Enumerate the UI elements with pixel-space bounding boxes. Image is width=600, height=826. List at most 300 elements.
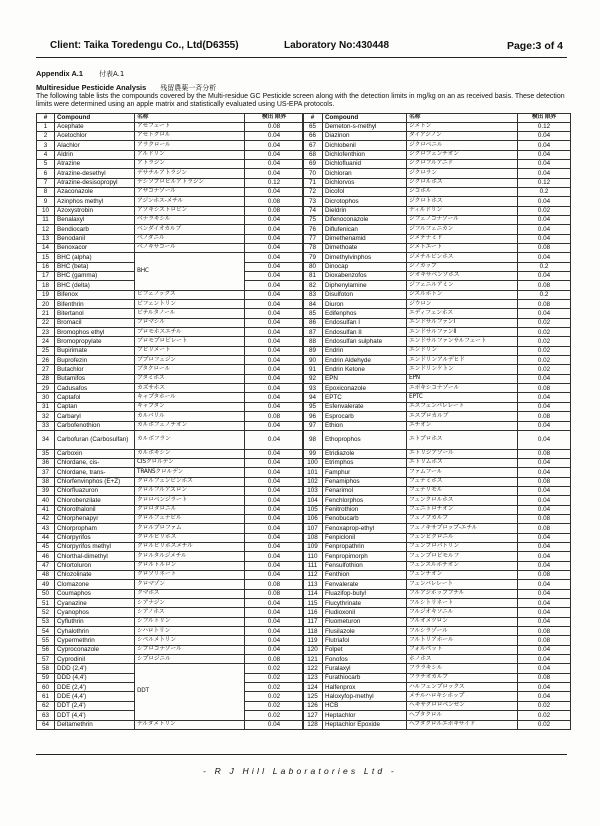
compound-name-jp: フォルペット (407, 645, 518, 654)
table-row (37, 234, 304, 243)
table-row (37, 356, 304, 365)
compound-name-jp: ベナラキシル (135, 215, 245, 224)
compound-name: Flutriafol (323, 636, 407, 645)
detection-limit: 0.08 (518, 477, 571, 486)
row-number: 64 (37, 720, 55, 729)
compound-name-jp: アトラジン (135, 159, 245, 168)
detection-limit: 0.04 (518, 645, 571, 654)
detection-limit: 0.04 (518, 215, 571, 224)
compound-name: Flucythrinate (323, 599, 407, 608)
compound-name: Cyhalothrin (55, 627, 135, 636)
compound-name: Atrazine (55, 159, 135, 168)
table-row (303, 169, 571, 178)
compound-name-jp: フェノキサプロップ-エチル (407, 524, 518, 533)
detection-limit: 0.04 (245, 243, 304, 252)
compound-name-jp: アザコナゾール (135, 187, 245, 196)
row-number: 106 (303, 514, 323, 523)
compound-name-jp: フラチオカルブ (407, 673, 518, 682)
compound-name-jp: アラクロール (135, 141, 245, 150)
detection-limit: 0.04 (518, 374, 571, 383)
compound-name: Alachlor (55, 141, 135, 150)
compound-name: Carbofuran (Carbosulfan) (55, 430, 135, 449)
compound-name: Chlorfenvinphos (E+Z) (55, 477, 135, 486)
table-row (303, 215, 571, 224)
row-number: 121 (303, 655, 323, 664)
compound-name: Dinocap (323, 262, 407, 271)
detection-limit: 0.04 (245, 421, 304, 430)
row-number: 69 (303, 159, 323, 168)
detection-limit: 0.04 (245, 225, 304, 234)
compound-name-jp: エスプロカルブ (407, 412, 518, 421)
table-row (303, 402, 571, 411)
compound-name: Chlordane, cis- (55, 458, 135, 467)
compound-name-jp: ホノホス (407, 655, 518, 664)
row-number: 127 (303, 711, 323, 720)
compound-name-jp: エディフェンホス (407, 309, 518, 318)
compound-table-left (36, 113, 304, 730)
compound-name-jp: ジノカップ (407, 262, 518, 271)
compound-name-jp: ファムフール (407, 468, 518, 477)
row-number: 120 (303, 645, 323, 654)
compound-name: Heptachlor (323, 711, 407, 720)
compound-name-jp: カルボキシン (135, 449, 245, 458)
row-number: 17 (37, 272, 55, 281)
appendix-heading: Appendix A.1 付表A.1 (36, 69, 125, 78)
detection-limit: 0.04 (518, 253, 571, 262)
detection-limit: 0.08 (245, 580, 304, 589)
compound-name-jp: フェニトロチオン (407, 505, 518, 514)
detection-limit: 0.02 (518, 328, 571, 337)
table-row (37, 150, 304, 159)
table-row (303, 272, 571, 281)
table-row (303, 337, 571, 346)
detection-limit: 0.04 (518, 533, 571, 542)
detection-limit: 0.04 (245, 393, 304, 402)
table-row (37, 580, 304, 589)
compound-name: Benodanil (55, 234, 135, 243)
compound-name-jp: クロルフルアズロン (135, 486, 245, 495)
table-row (303, 664, 571, 673)
detection-limit: 0.04 (518, 589, 571, 598)
compound-name-jp: エトリムホス (407, 458, 518, 467)
table-row (37, 337, 304, 346)
detection-limit: 0.04 (245, 365, 304, 374)
table-row (37, 458, 304, 467)
compound-name: Cypermethrin (55, 636, 135, 645)
table-row (303, 636, 571, 645)
table-row (37, 412, 304, 421)
compound-name: Fluazifop-butyl (323, 589, 407, 598)
table-header-row (303, 114, 571, 123)
compound-name-jp: ブロモホスエチル (135, 328, 245, 337)
detection-limit: 0.04 (245, 542, 304, 551)
row-number: 73 (303, 197, 323, 206)
detection-limit: 0.12 (518, 122, 571, 131)
compound-name: Chlorobenzilate (55, 496, 135, 505)
table-row (37, 617, 304, 626)
table-row (37, 636, 304, 645)
table-row (37, 393, 304, 402)
compound-name: Fenobucarb (323, 514, 407, 523)
table-row (37, 645, 304, 654)
row-number: 87 (303, 328, 323, 337)
compound-name: DDD (4,4') (55, 673, 135, 682)
row-number: 36 (37, 458, 55, 467)
table-row (37, 608, 304, 617)
compound-name: Haloxyfop-methyl (323, 692, 407, 701)
compound-name-jp: ジメトエート (407, 243, 518, 252)
compound-name: Atrazine-desethyl (55, 169, 135, 178)
compound-name-jp: ジクロトホス (407, 197, 518, 206)
row-number: 101 (303, 468, 323, 477)
table-row (303, 159, 571, 168)
detection-limit: 0.04 (518, 169, 571, 178)
row-number: 57 (37, 655, 55, 664)
table-row (37, 169, 304, 178)
compound-name: Diazinon (323, 131, 407, 140)
row-number: 32 (37, 412, 55, 421)
compound-name: Bromopropylate (55, 337, 135, 346)
compound-name: Chlorpyrifos (55, 533, 135, 542)
table-row (37, 309, 304, 318)
row-number: 24 (37, 337, 55, 346)
compound-name: Chlordane, trans- (55, 468, 135, 477)
row-number: 47 (37, 561, 55, 570)
compound-name: DDT (4,4') (55, 711, 135, 720)
detection-limit: 0.2 (518, 290, 571, 299)
table-row (303, 701, 571, 710)
table-row (37, 225, 304, 234)
compound-name: Bifenox (55, 290, 135, 299)
col-compound: Compound (55, 114, 135, 123)
compound-name: Fenamiphos (323, 477, 407, 486)
compound-name-jp: EPN (407, 374, 518, 383)
detection-limit: 0.04 (245, 645, 304, 654)
row-number: 102 (303, 477, 323, 486)
detection-limit: 0.04 (518, 468, 571, 477)
compound-name: Chlorpropham (55, 524, 135, 533)
table-row (303, 514, 571, 523)
compound-name-jp: ジクロフルアニド (407, 159, 518, 168)
compound-name-jp: キャプタン (135, 402, 245, 411)
compound-name: Fenchlorphos (323, 496, 407, 505)
compound-name: Acetochlor (55, 131, 135, 140)
compound-name-jp: ビフェントリン (135, 300, 245, 309)
compound-name-jp: ブプロフェジン (135, 356, 245, 365)
table-row (303, 711, 571, 720)
table-row (37, 365, 304, 374)
compound-name-jp: エンドリン (407, 346, 518, 355)
intro-paragraph: The following table lists the compounds covered by the Multi-residue GC Pesticide screen along with the detection limits in mg/kg on an as received basis. These detection limits were determined using an apple matrix and statistically evaluated using US-EPA protocols. (36, 93, 565, 109)
compound-name-jp: ジオキサベンゾホス (407, 272, 518, 281)
row-number: 108 (303, 533, 323, 542)
row-number: 28 (37, 374, 55, 383)
compound-name-jp: メチルハロキシホップ (407, 692, 518, 701)
compound-name-jp: エチオン (407, 421, 518, 430)
compound-name-jp: TRANSクロルデン (135, 468, 245, 477)
compound-name-jp: ブロマシル (135, 318, 245, 327)
compound-name-jp: フェンプロパトリン (407, 542, 518, 551)
detection-limit: 0.04 (245, 337, 304, 346)
detection-limit: 0.08 (518, 524, 571, 533)
compound-name: Endosulfan II (323, 328, 407, 337)
compound-name: Fenthion (323, 571, 407, 580)
detection-limit: 0.04 (518, 580, 571, 589)
row-number: 128 (303, 720, 323, 729)
table-row (37, 542, 304, 551)
compound-name: Carbofenothion (55, 421, 135, 430)
table-row (303, 645, 571, 654)
detection-limit: 0.04 (518, 159, 571, 168)
compound-name-jp: カルボフェノチオン (135, 421, 245, 430)
detection-limit: 0.04 (245, 272, 304, 281)
compound-name-jp: クロルトルロン (135, 561, 245, 570)
row-number: 105 (303, 505, 323, 514)
row-number: 63 (37, 711, 55, 720)
compound-table-right (302, 113, 571, 730)
compound-name-jp: ヘプタクロルエポキサイド (407, 720, 518, 729)
row-number: 46 (37, 552, 55, 561)
row-number: 111 (303, 561, 323, 570)
row-number: 68 (303, 150, 323, 159)
table-row (303, 253, 571, 262)
detection-limit: 0.04 (245, 309, 304, 318)
detection-limit: 0.04 (245, 430, 304, 449)
compound-name-jp: DDT (135, 664, 245, 720)
row-number: 99 (303, 449, 323, 458)
compound-name: Fenvalerate (323, 580, 407, 589)
row-number: 51 (37, 599, 55, 608)
row-number: 55 (37, 636, 55, 645)
table-row (303, 290, 571, 299)
row-number: 26 (37, 356, 55, 365)
detection-limit: 0.08 (518, 412, 571, 421)
row-number: 124 (303, 683, 323, 692)
col-compound: Compound (323, 114, 407, 123)
detection-limit: 0.04 (245, 449, 304, 458)
table-row (37, 571, 304, 580)
detection-limit: 0.04 (518, 225, 571, 234)
compound-name: Dichlofluanid (323, 159, 407, 168)
compound-name-jp: ヘプタクロル (407, 711, 518, 720)
table-row (303, 580, 571, 589)
detection-limit: 0.02 (518, 701, 571, 710)
compound-name: Chlorthal-dimethyl (55, 552, 135, 561)
col-limit: 検出 限界 (245, 114, 304, 123)
compound-name: Dimethylvinphos (323, 253, 407, 262)
row-number: 13 (37, 234, 55, 243)
header-rule (36, 57, 567, 58)
compound-name: Etrimphos (323, 458, 407, 467)
compound-name-jp: クマホス (135, 589, 245, 598)
detection-limit: 0.08 (245, 206, 304, 215)
row-number: 59 (37, 673, 55, 682)
compound-name-jp: フララキシル (407, 664, 518, 673)
compound-name: Fensulfothion (323, 561, 407, 570)
row-number: 103 (303, 486, 323, 495)
detection-limit: 0.02 (245, 692, 304, 701)
table-row (303, 374, 571, 383)
table-row (37, 561, 304, 570)
row-number: 104 (303, 496, 323, 505)
table-row (303, 673, 571, 682)
row-number: 5 (37, 159, 55, 168)
detection-limit: 0.04 (518, 599, 571, 608)
row-number: 56 (37, 645, 55, 654)
page-header (36, 40, 565, 54)
row-number: 95 (303, 402, 323, 411)
row-number: 109 (303, 542, 323, 551)
row-number: 40 (37, 496, 55, 505)
table-row (37, 599, 304, 608)
detection-limit: 0.04 (245, 571, 304, 580)
table-row (37, 346, 304, 355)
table-row (37, 468, 304, 477)
detection-limit: 0.04 (245, 281, 304, 290)
table-row (37, 533, 304, 542)
row-number: 83 (303, 290, 323, 299)
detection-limit: 0.04 (245, 328, 304, 337)
detection-limit: 0.04 (245, 234, 304, 243)
row-number: 78 (303, 243, 323, 252)
detection-limit: 0.04 (245, 533, 304, 542)
lab-footer: - R J Hill Laboratories Ltd - (203, 766, 397, 776)
compound-name: Dichloran (323, 169, 407, 178)
compound-name: Edifenphos (323, 309, 407, 318)
table-row (37, 178, 304, 187)
row-number: 125 (303, 692, 323, 701)
compound-name-jp: クロルピリホス (135, 533, 245, 542)
detection-limit: 0.04 (518, 542, 571, 551)
compound-name: Fenpropathrin (323, 542, 407, 551)
compound-name: Endrin (323, 346, 407, 355)
table-row (303, 533, 571, 542)
detection-limit: 0.04 (518, 309, 571, 318)
table-row (303, 655, 571, 664)
table-header-row (37, 114, 304, 123)
table-row (303, 561, 571, 570)
table-row (37, 655, 304, 664)
table-row (303, 318, 571, 327)
row-number: 66 (303, 131, 323, 140)
compound-name: Heptachlor Epoxide (323, 720, 407, 729)
compound-name-jp: クロロベンジラート (135, 496, 245, 505)
compound-name: Coumaphos (55, 589, 135, 598)
compound-name: HCB (323, 701, 407, 710)
compound-name-jp: クロルタルジメチル (135, 552, 245, 561)
detection-limit: 0.04 (245, 514, 304, 523)
table-row (303, 599, 571, 608)
compound-name: Fenarimol (323, 486, 407, 495)
row-number: 22 (37, 318, 55, 327)
compound-name: EPN (323, 374, 407, 383)
row-number: 54 (37, 627, 55, 636)
compound-name-jp: エトプロホス (407, 430, 518, 449)
compound-name-jp: フルオメツロン (407, 617, 518, 626)
detection-limit: 0.04 (245, 215, 304, 224)
row-number: 123 (303, 673, 323, 682)
detection-limit: 0.04 (245, 524, 304, 533)
table-row (303, 720, 571, 729)
detection-limit: 0.02 (518, 346, 571, 355)
table-row (303, 234, 571, 243)
compound-name: Cadusafos (55, 384, 135, 393)
detection-limit: 0.04 (245, 356, 304, 365)
detection-limit: 0.04 (245, 318, 304, 327)
detection-limit: 0.04 (518, 421, 571, 430)
compound-name-jp: フェンスルホチオン (407, 561, 518, 570)
compound-name: Azaconazole (55, 187, 135, 196)
compound-name-jp: アゾキシストロビン (135, 206, 245, 215)
row-number: 42 (37, 514, 55, 523)
compound-name: Chlozolinate (55, 571, 135, 580)
compound-name: Acephate (55, 122, 135, 131)
table-row (303, 486, 571, 495)
detection-limit: 0.08 (518, 673, 571, 682)
detection-limit: 0.04 (518, 393, 571, 402)
compound-name: Chlortoluron (55, 561, 135, 570)
table-row (303, 309, 571, 318)
detection-limit: 0.04 (518, 234, 571, 243)
compound-name-jp: クロマゾン (135, 580, 245, 589)
compound-name: BHC (gamma) (55, 272, 135, 281)
row-number: 9 (37, 197, 55, 206)
compound-name: BHC (beta) (55, 262, 135, 271)
detection-limit: 0.12 (518, 178, 571, 187)
lab-number-field: Laboratory No:430448 (284, 40, 390, 51)
detection-limit: 0.08 (518, 571, 571, 580)
row-number: 31 (37, 402, 55, 411)
row-number: 62 (37, 701, 55, 710)
table-row (37, 374, 304, 383)
compound-name: Dicrotophos (323, 197, 407, 206)
compound-name-jp: ディルドリン (407, 206, 518, 215)
detection-limit: 0.02 (245, 673, 304, 682)
compound-name-jp: エンドリンケトン (407, 365, 518, 374)
detection-limit: 0.2 (518, 262, 571, 271)
row-number: 52 (37, 608, 55, 617)
detection-limit: 0.08 (518, 636, 571, 645)
table-row (303, 131, 571, 140)
compound-name-jp: ブロモプロピレート (135, 337, 245, 346)
compound-name-jp: フェンチオン (407, 571, 518, 580)
table-row (37, 300, 304, 309)
table-row (37, 131, 304, 140)
table-row (37, 589, 304, 598)
table-row (303, 617, 571, 626)
compound-name: Cyanophos (55, 608, 135, 617)
row-number: 35 (37, 449, 55, 458)
detection-limit: 0.04 (518, 608, 571, 617)
col-name-jp: 名称 (407, 114, 518, 123)
table-row (37, 449, 304, 458)
row-number: 122 (303, 664, 323, 673)
table-row (37, 524, 304, 533)
compound-name: Diphenylamine (323, 281, 407, 290)
compound-name-jp: ジフルフェニカン (407, 225, 518, 234)
detection-limit: 0.04 (518, 496, 571, 505)
row-number: 118 (303, 627, 323, 636)
detection-limit: 0.02 (518, 206, 571, 215)
compound-name: Chlorphenapyr (55, 514, 135, 523)
row-number: 100 (303, 458, 323, 467)
detection-limit: 0.04 (518, 505, 571, 514)
detection-limit: 0.04 (518, 272, 571, 281)
compound-name: DDE (2,4') (55, 683, 135, 692)
row-number: 61 (37, 692, 55, 701)
compound-name-jp: ジメチルビンホス (407, 253, 518, 262)
compound-name-jp: クロルピリホスメチル (135, 542, 245, 551)
